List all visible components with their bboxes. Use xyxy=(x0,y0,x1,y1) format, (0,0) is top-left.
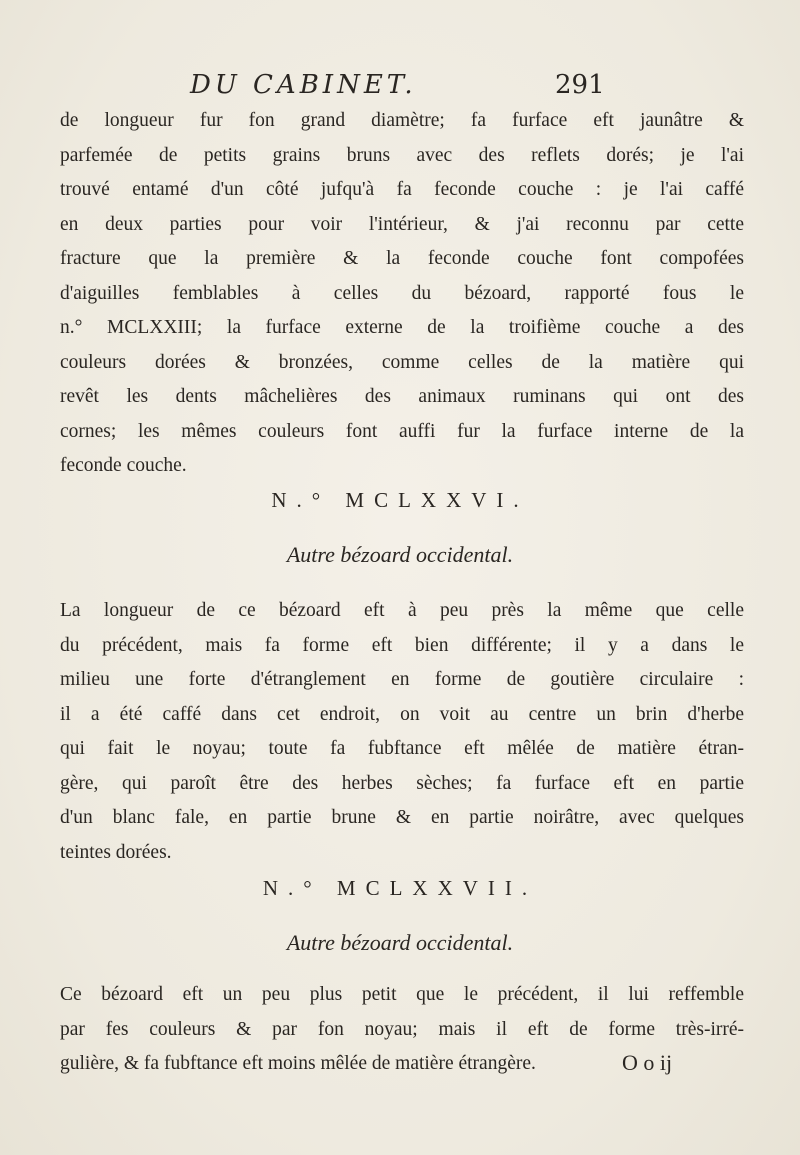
paragraph-2-line: La longueur de ce bézoard eft à peu près la même que celle xyxy=(60,600,744,621)
paragraph-1-line: fracture que la première & la feconde couche font compofées xyxy=(60,248,744,269)
paragraph-2 xyxy=(60,594,744,870)
paragraph-1-line: n.° MCLXXIII; la furface externe de la troifième couche a des xyxy=(60,317,744,338)
entry-number: N.° MCLXXVII. xyxy=(262,876,538,900)
signature-mark: O o ij xyxy=(622,1050,673,1075)
paragraph-3-line: par fes couleurs & par fon noyau; mais il eft de forme très-irré- xyxy=(60,1018,744,1040)
paragraph-2-line: il a été caffé dans cet endroit, on voit au centre un brin d'herbe xyxy=(60,703,744,725)
paragraph-1-line: feconde couche. xyxy=(60,455,187,476)
running-header: DU CABINET. xyxy=(190,70,417,100)
paragraph-2-line: milieu une forte d'étranglement en forme de goutière circulaire : xyxy=(60,669,744,690)
paragraph-1-line: de longueur fur fon grand diamètre; fa furface eft jaunâtre & xyxy=(60,110,744,131)
paragraph-1-line: revêt les dents mâchelières des animaux ruminans qui ont des xyxy=(60,386,744,407)
entry-title: Autre bézoard occidental. xyxy=(286,930,514,955)
paragraph-2-line: teintes dorées. xyxy=(60,841,172,863)
paragraph-2-line: du précédent, mais fa forme eft bien différente; il y a dans le xyxy=(60,634,744,656)
paragraph-1-line: d'aiguilles femblables à celles du bézoard, rapporté fous le xyxy=(60,282,744,304)
paragraph-2-line: qui fait le noyau; toute fa fubftance eft mêlée de matière étran- xyxy=(60,738,744,759)
entry-number: N.° MCLXXVI. xyxy=(271,488,529,512)
paragraph-1 xyxy=(60,104,744,484)
paragraph-1-line: couleurs dorées & bronzées, comme celles de la matière qui xyxy=(60,351,744,373)
paragraph-2-line: d'un blanc fale, en partie brune & en partie noirâtre, avec quelques xyxy=(60,807,744,828)
paragraph-1-line: en deux parties pour voir l'intérieur, & j'ai reconnu par cette xyxy=(60,213,744,235)
paragraph-1-line: trouvé entamé d'un côté jufqu'à fa feconde couche : je l'ai caffé xyxy=(60,179,744,200)
page-number: 291 xyxy=(555,70,605,100)
paragraph-1-line: parfemée de petits grains bruns avec des reflets dorés; je l'ai xyxy=(60,144,744,166)
paragraph-3-line: gulière, & fa fubftance eft moins mêlée de matière étrangère. xyxy=(60,1053,536,1074)
entry-title: Autre bézoard occidental. xyxy=(286,542,514,567)
paragraph-2-line: gère, qui paroît être des herbes sèches; fa furface eft en partie xyxy=(60,772,744,794)
paragraph-1-line: cornes; les mêmes couleurs font auffi fur la furface interne de la xyxy=(60,420,744,442)
paragraph-3-line: Ce bézoard eft un peu plus petit que le précédent, il lui reffemble xyxy=(60,984,744,1005)
